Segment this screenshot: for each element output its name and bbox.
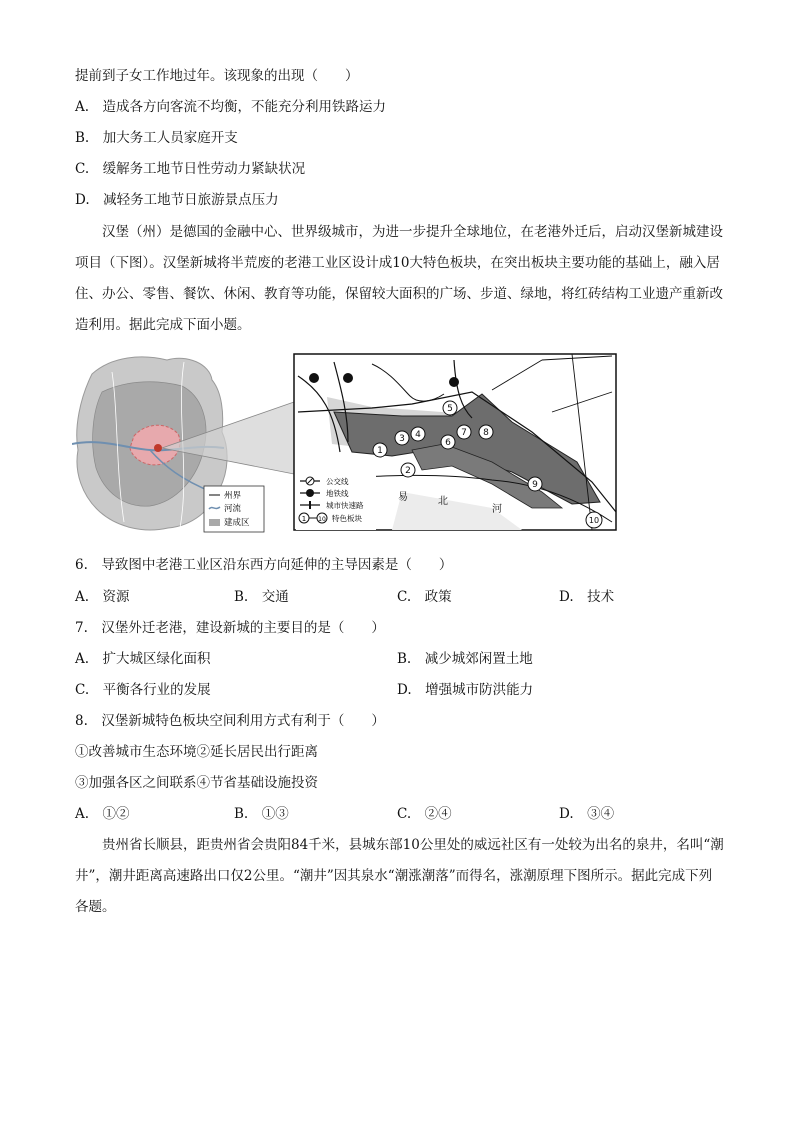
- block-2: [401, 463, 415, 477]
- q8-option-c: C. ②④: [397, 806, 452, 822]
- svg-text:1: 1: [377, 446, 383, 456]
- legend-built-area: 建成区: [224, 518, 250, 528]
- svg-text:2: 2: [405, 466, 411, 476]
- q5-option-b: B. 加大务工人员家庭开支: [75, 130, 238, 146]
- river-label-he: 河: [492, 504, 502, 515]
- chaojing-passage: 贵州省长顺县，距贵州省会贵阳84千米，县城东部10公里处的威远社区有一处较为出名的泉井，名叫“潮井”，潮井距离高速路出口仅2公里。“潮井”因其泉水“潮涨潮落”而得名，涨潮原理下图所示。据此完成下列各题。: [75, 837, 724, 915]
- block-9: [528, 477, 542, 491]
- block-7: [457, 425, 471, 439]
- hamburg-passage: 汉堡（州）是德国的金融中心、世界级城市，为进一步提升全球地位，在老港外迁后，启动汉堡新城建设项目（下图）。汉堡新城将半荒废的老港工业区设计成10大特色板块，在突出板块主要功能的基础上，融入居住、办公、零售、餐饮、休闲、教育等功能，保留较大面积的广场、步道、绿地，将红砖结构工业遗产重新改造利用。据此完成下面小题。: [75, 224, 723, 333]
- detail-legend: [296, 474, 376, 530]
- river-label-yi: 易: [398, 492, 408, 503]
- q6-option-a: A. 资源: [75, 589, 130, 605]
- block-1: [373, 443, 387, 457]
- svg-text:3: 3: [399, 434, 405, 444]
- q8-option-a: A. ①②: [75, 806, 130, 822]
- legend-range-end: 10: [318, 516, 326, 523]
- block-6: [441, 435, 455, 449]
- block-3: [395, 431, 409, 445]
- hamburg-map-figure: [72, 352, 620, 534]
- q7-option-c: C. 平衡各行业的发展: [75, 682, 211, 698]
- q8-stem: 8. 汉堡新城特色板块空间利用方式有利于（ ）: [75, 713, 385, 729]
- q6-stem: 6. 导致图中老港工业区沿东西方向延伸的主导因素是（ ）: [75, 557, 453, 573]
- svg-text:8: 8: [483, 428, 489, 438]
- legend-range-start: 1: [301, 515, 307, 523]
- legend-state-boundary: 州界: [224, 491, 242, 501]
- q7-option-a: A. 扩大城区绿化面积: [75, 651, 211, 667]
- block-8: [479, 425, 493, 439]
- q5-option-d: D. 减轻务工地节日旅游景点压力: [75, 192, 279, 208]
- block-5: [443, 401, 457, 415]
- svg-text:5: 5: [447, 404, 453, 414]
- legend-expressway: 城市快速路: [326, 501, 364, 510]
- q8-option-b: B. ①③: [234, 806, 289, 822]
- q8-statements-2: ③加强各区之间联系④节省基础设施投资: [75, 775, 318, 791]
- q8-option-d: D. ③④: [559, 806, 615, 822]
- svg-text:6: 6: [445, 438, 451, 448]
- svg-text:10: 10: [588, 516, 600, 525]
- q6-option-d: D. 技术: [559, 589, 615, 605]
- svg-text:4: 4: [415, 430, 421, 440]
- block-10: [586, 512, 602, 528]
- q6-option-c: C. 政策: [397, 589, 452, 605]
- river-label-bei: 北: [438, 496, 448, 507]
- q5-stem-tail: 提前到子女工作地过年。该现象的出现（ ）: [75, 68, 359, 84]
- detail-map: [294, 354, 616, 530]
- q7-option-b: B. 减少城郊闲置土地: [397, 651, 533, 667]
- q8-statements-1: ①改善城市生态环境②延长居民出行距离: [75, 744, 318, 760]
- q5-option-c: C. 缓解务工地节日性劳动力紧缺状况: [75, 161, 306, 177]
- block-4: [411, 427, 425, 441]
- svg-text:9: 9: [532, 480, 538, 490]
- q5-option-a: A. 造成各方向客流不均衡，不能充分利用铁路运力: [75, 99, 387, 115]
- svg-text:7: 7: [461, 428, 467, 438]
- legend-metro-line: 地铁线: [326, 489, 349, 498]
- legend-river: 河流: [224, 504, 242, 514]
- legend-bus-line: 公交线: [326, 477, 349, 486]
- legend-feature-block: 特色板块: [332, 514, 362, 523]
- q7-stem: 7. 汉堡外迁老港，建设新城的主要目的是（ ）: [75, 620, 385, 636]
- q6-option-b: B. 交通: [234, 589, 289, 605]
- q7-option-d: D. 增强城市防洪能力: [397, 682, 534, 698]
